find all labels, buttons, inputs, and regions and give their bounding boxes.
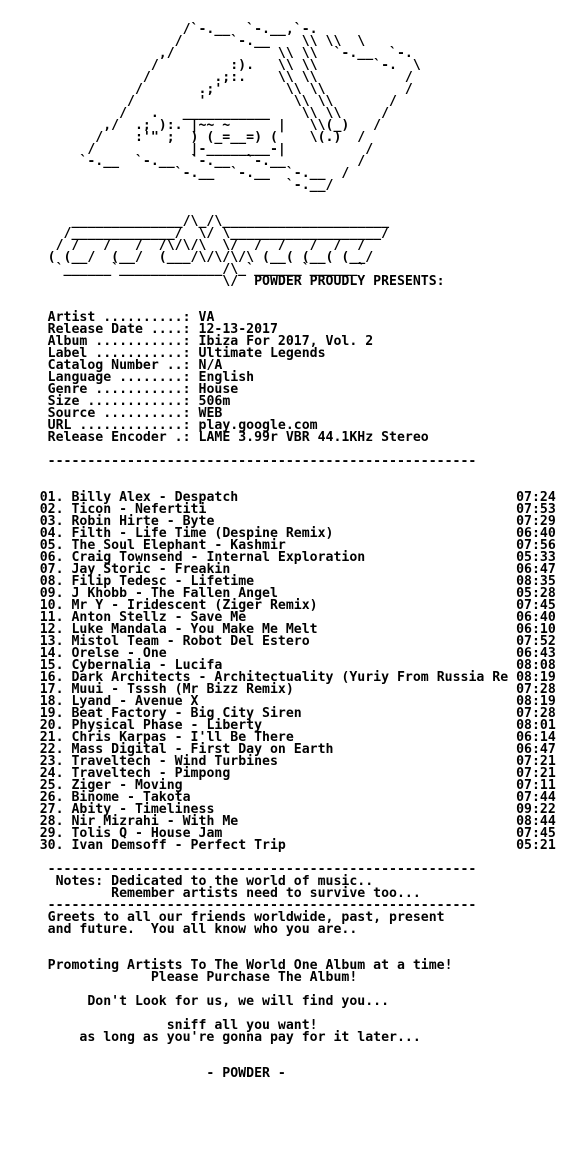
release-info-value: WEB bbox=[198, 406, 223, 421]
release-info-value: LAME 3.99r VBR 44.1KHz Stereo bbox=[198, 430, 429, 445]
track-time: 08:44 bbox=[516, 814, 556, 829]
track-number: 10. bbox=[0, 598, 72, 613]
track-time: 08:19 bbox=[516, 694, 556, 709]
track-number: 22. bbox=[0, 742, 72, 757]
track-title: Physical Phase - Liberty bbox=[71, 718, 517, 733]
track-time: 08:35 bbox=[516, 574, 556, 589]
track-title: Mistol Team - Robot Del Estero bbox=[71, 634, 517, 649]
track-title: Jay Storic - Freakin bbox=[71, 562, 517, 577]
release-info-label: Size ............: bbox=[0, 394, 199, 409]
track-time: 07:28 bbox=[516, 706, 556, 721]
track-title: Abity - Timeliness bbox=[71, 802, 517, 817]
track-number: 24. bbox=[0, 766, 72, 781]
separator-line: ------------------------------------------------------ bbox=[0, 454, 477, 469]
separator-line: ------------------------------------------------------ bbox=[0, 862, 477, 877]
release-info-label: Catalog Number ..: bbox=[0, 358, 199, 373]
ascii-art-line: / :). \\ \\ `-. \ bbox=[0, 58, 421, 73]
track-number: 05. bbox=[0, 538, 72, 553]
release-info-label: Release Encoder .: bbox=[0, 430, 199, 445]
release-info-label: Album ...........: bbox=[0, 334, 199, 349]
release-info-value: Ibiza For 2017, Vol. 2 bbox=[198, 334, 374, 349]
track-number: 03. bbox=[0, 514, 72, 529]
release-info-label: Artist ..........: bbox=[0, 310, 199, 325]
track-time: 06:10 bbox=[516, 622, 556, 637]
track-number: 13. bbox=[0, 634, 72, 649]
blank-line bbox=[0, 0, 556, 12]
track-title: Dark Architects - Architectuality (Yuriy From Russia Re bbox=[71, 670, 517, 685]
track-time: 06:40 bbox=[516, 526, 556, 541]
release-info-label: URL .............: bbox=[0, 418, 199, 433]
ascii-art-line: / `-.__ \\ \\ \ bbox=[0, 34, 366, 49]
blank-line bbox=[0, 468, 556, 480]
track-time: 07:21 bbox=[516, 754, 556, 769]
ascii-art-line: / ' \\ \\ / bbox=[0, 94, 397, 109]
track-number: 28. bbox=[0, 814, 72, 829]
ascii-art-line: / :'" ; ) (_=__=) ( \(.) / bbox=[0, 130, 366, 145]
track-time: 07:29 bbox=[516, 514, 556, 529]
track-number: 17. bbox=[0, 682, 72, 697]
track-time: 07:45 bbox=[516, 598, 556, 613]
track-number: 15. bbox=[0, 658, 72, 673]
ascii-art-line: ______________/\_/\_____________________ bbox=[0, 214, 390, 229]
sniff-line: sniff all you want! bbox=[0, 1018, 318, 1033]
track-title: Ivan Demsoff - Perfect Trip bbox=[71, 838, 517, 853]
release-info-value: VA bbox=[198, 310, 215, 325]
track-time: 07:24 bbox=[516, 490, 556, 505]
track-title: Lyand - Avenue X bbox=[71, 694, 517, 709]
track-title: Traveltech - Pimpong bbox=[71, 766, 517, 781]
release-info-value: Ultimate Legends bbox=[198, 346, 326, 361]
release-info-value: English bbox=[198, 370, 255, 385]
ascii-art-line: ( (__/ (__/ (___/\/\/\/\ (__( (__( (__/ bbox=[0, 250, 374, 265]
track-title: Luke Mandala - You Make Me Melt bbox=[71, 622, 517, 637]
track-time: 06:40 bbox=[516, 610, 556, 625]
track-number: 07. bbox=[0, 562, 72, 577]
track-time: 07:53 bbox=[516, 502, 556, 517]
track-number: 30. bbox=[0, 838, 72, 853]
release-info-label: Language ........: bbox=[0, 370, 199, 385]
track-title: Orelse - One bbox=[71, 646, 517, 661]
blank-line bbox=[0, 936, 556, 948]
blank-line bbox=[0, 288, 556, 300]
track-number: 26. bbox=[0, 790, 72, 805]
dont-look-line: Don't Look for us, we will find you... bbox=[0, 994, 390, 1009]
ascii-art-line: `-.__ `-.__ `-.__ `-.__ / bbox=[0, 154, 366, 169]
ascii-art-line: ,/ \\ \\ `-.__ `-. bbox=[0, 46, 413, 61]
track-time: 08:19 bbox=[516, 670, 556, 685]
ascii-art-line: / / / / /\/\/\ \/ / / / / / bbox=[0, 238, 366, 253]
release-info-label: Release Date ....: bbox=[0, 322, 199, 337]
track-time: 07:52 bbox=[516, 634, 556, 649]
ascii-art-line: /_____________/ \/ \___________________/ bbox=[0, 226, 390, 241]
track-time: 05:33 bbox=[516, 550, 556, 565]
track-title: Tolis Q - House Jam bbox=[71, 826, 517, 841]
track-time: 07:45 bbox=[516, 826, 556, 841]
track-title: Robin Hirte - Byte bbox=[71, 514, 517, 529]
ascii-art-line: / .;:. \\ \\ / bbox=[0, 70, 413, 85]
track-time: 08:01 bbox=[516, 718, 556, 733]
track-title: Mr Y - Iridescent (Ziger Remix) bbox=[71, 598, 517, 613]
track-title: The Soul Elephant - Kashmir bbox=[71, 538, 517, 553]
track-title: Beat Factory - Big City Siren bbox=[71, 706, 517, 721]
track-number: 06. bbox=[0, 550, 72, 565]
release-info-value: play.google.com bbox=[198, 418, 318, 433]
release-info-value: 506m bbox=[198, 394, 231, 409]
track-title: Chris Karpas - I'll Be There bbox=[71, 730, 517, 745]
track-number: 14. bbox=[0, 646, 72, 661]
track-number: 20. bbox=[0, 718, 72, 733]
track-title: Muui - Tsssh (Mr Bizz Remix) bbox=[71, 682, 517, 697]
track-title: Billy Alex - Despatch bbox=[71, 490, 517, 505]
track-number: 11. bbox=[0, 610, 72, 625]
release-info-label: Genre ...........: bbox=[0, 382, 199, 397]
track-title: Cybernalia - Lucifa bbox=[71, 658, 517, 673]
separator-line: ------------------------------------------------------ bbox=[0, 898, 477, 913]
track-title: Nir Mizrahi - With Me bbox=[71, 814, 517, 829]
track-title: Filip Tedesc - Lifetime bbox=[71, 574, 517, 589]
track-time: 07:44 bbox=[516, 790, 556, 805]
track-time: 07:28 bbox=[516, 682, 556, 697]
blank-line bbox=[0, 1044, 556, 1056]
ascii-art-line: `-.__ `-.__ `-.__ / bbox=[0, 166, 350, 181]
track-time: 06:43 bbox=[516, 646, 556, 661]
ascii-art-line: /`-.__ `-.__,`-. bbox=[0, 22, 318, 37]
sniff-line: as long as you're gonna pay for it later... bbox=[0, 1030, 421, 1045]
track-title: Traveltech - Wind Turbines bbox=[71, 754, 517, 769]
promo-line: Promoting Artists To The World One Album at a time! bbox=[0, 958, 453, 973]
track-number: 09. bbox=[0, 586, 72, 601]
track-number: 12. bbox=[0, 622, 72, 637]
track-title: Ticon - Nefertiti bbox=[71, 502, 517, 517]
notes-line: Notes: Dedicated to the world of music.. bbox=[0, 874, 374, 889]
track-number: 27. bbox=[0, 802, 72, 817]
track-title: Anton Stellz - Save Me bbox=[71, 610, 517, 625]
greets-line: and future. You all know who you are.. bbox=[0, 922, 358, 937]
ascii-art-line: / .;' \\ \\ / bbox=[0, 82, 413, 97]
track-number: 23. bbox=[0, 754, 72, 769]
release-info-value: 12-13-2017 bbox=[198, 322, 278, 337]
notes-line: Remember artists need to survive too... bbox=[0, 886, 421, 901]
ascii-art-line: ,/ .; ):. |~~ ~ | \\(_) / bbox=[0, 118, 382, 133]
track-time: 06:14 bbox=[516, 730, 556, 745]
track-number: 18. bbox=[0, 694, 72, 709]
track-title: Binome - Takota bbox=[71, 790, 517, 805]
track-number: 16. bbox=[0, 670, 72, 685]
track-number: 25. bbox=[0, 778, 72, 793]
greets-line: Greets to all our friends worldwide, past, present bbox=[0, 910, 445, 925]
promo-line: Please Purchase The Album! bbox=[0, 970, 358, 985]
track-time: 07:11 bbox=[516, 778, 556, 793]
release-info-label: Source ..........: bbox=[0, 406, 199, 421]
track-number: 29. bbox=[0, 826, 72, 841]
track-title: Craig Townsend - Internal Exploration bbox=[71, 550, 517, 565]
track-number: 01. bbox=[0, 490, 72, 505]
track-time: 06:47 bbox=[516, 742, 556, 757]
track-row bbox=[0, 840, 556, 852]
track-number: 08. bbox=[0, 574, 72, 589]
track-number: 19. bbox=[0, 706, 72, 721]
release-info-row bbox=[0, 432, 556, 444]
track-number: 21. bbox=[0, 730, 72, 745]
track-time: 09:22 bbox=[516, 802, 556, 817]
footer-line: - POWDER - bbox=[0, 1066, 286, 1081]
release-info-value: House bbox=[198, 382, 239, 397]
ascii-art-line: `-.__/ bbox=[0, 178, 334, 193]
track-time: 07:56 bbox=[516, 538, 556, 553]
track-title: Mass Digital - First Day on Earth bbox=[71, 742, 517, 757]
track-time: 05:28 bbox=[516, 586, 556, 601]
track-number: 04. bbox=[0, 526, 72, 541]
release-info-value: N/A bbox=[198, 358, 223, 373]
ascii-art-line bbox=[0, 192, 556, 204]
track-title: Ziger - Moving bbox=[71, 778, 517, 793]
track-time: 07:21 bbox=[516, 766, 556, 781]
ascii-art-line: \/ POWDER PROUDLY PRESENTS: bbox=[0, 274, 445, 289]
ascii-art-line: / |-________-| / bbox=[0, 142, 374, 157]
track-title: Filth - Life Time (Despine Remix) bbox=[71, 526, 517, 541]
track-number: 02. bbox=[0, 502, 72, 517]
ascii-art-line: / . ___________ \\ \\ / bbox=[0, 106, 390, 121]
ascii-art-line: `______`_____________/\_`______`______` bbox=[0, 262, 366, 277]
release-info-label: Label ...........: bbox=[0, 346, 199, 361]
track-time: 08:08 bbox=[516, 658, 556, 673]
track-time: 05:21 bbox=[516, 838, 556, 853]
track-time: 06:47 bbox=[516, 562, 556, 577]
track-title: J Khobb - The Fallen Angel bbox=[71, 586, 517, 601]
